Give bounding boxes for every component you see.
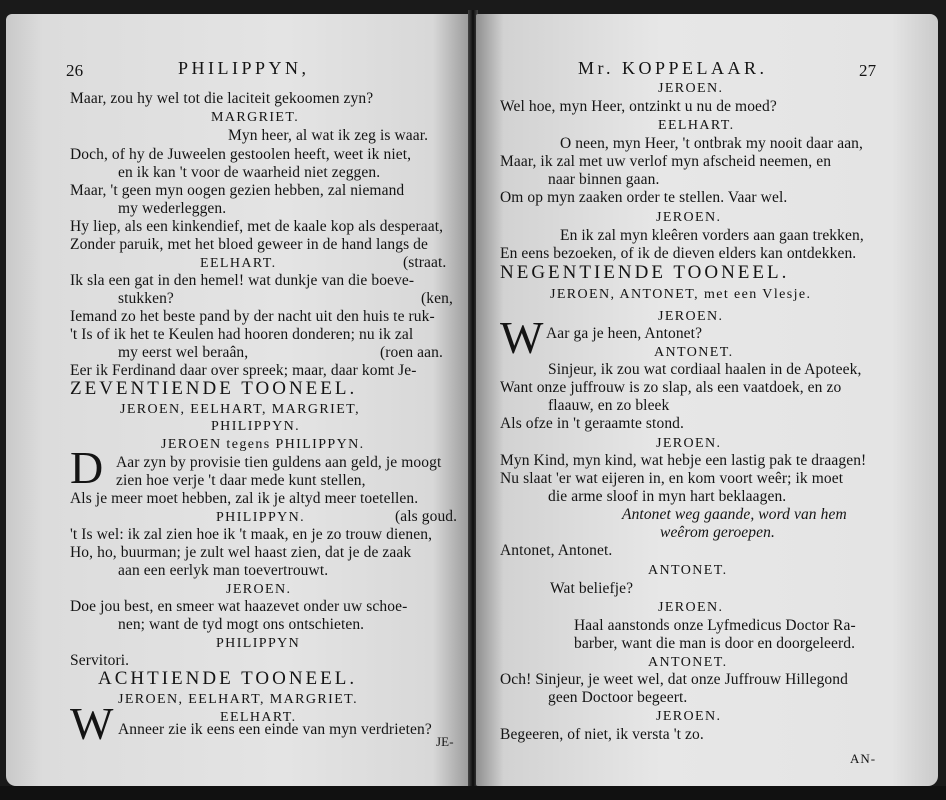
text-line: (ken, [421,290,453,307]
text-line: Als je meer moet hebben, zal ik je altyd meer toetellen. [70,490,419,507]
scene-heading: ZEVENTIENDE TOONEEL. [70,378,358,399]
text-line: die arme sloof in myn hart beklaagen. [548,488,787,505]
right-page [476,14,938,786]
text-line: flaauw, en zo bleek [548,397,670,414]
catchword: AN- [850,751,877,766]
text-line: Zonder paruik, met het bloed geweer in de hand langs de [70,236,429,253]
text-line: nen; want de tyd mogt ons ontschieten. [118,616,365,633]
text-line: Hy liep, als een kinkendief, met de kaale kop als desperaat, [70,218,444,235]
text-line: (straat. [403,254,447,271]
text-line: Doch, of hy de Juweelen gestoolen heeft, weet ik niet, [70,146,412,163]
left-page-text [6,14,470,786]
text-line: 't Is wel: ik zal zien hoe ik 't maak, en je zo trouw dienen, [70,526,433,543]
text-line: Want onze juffrouw is zo slap, als een vaatdoek, en zo [500,379,842,396]
speaker-name: PHILIPPYN [216,636,301,651]
text-line: O neen, myn Heer, 't ontbrak my nooit daar aan, [560,135,863,152]
text-line: aan een eerlyk man toevertrouwt. [118,562,329,579]
text-line: en ik kan 't voor de waarheid niet zeggen. [118,164,381,181]
right-page-text [476,14,938,786]
text-line: (roen aan. [380,344,443,361]
text-line: Aar zyn by provisie tien guldens aan geld, je moogt [116,454,442,471]
text-line: Sinjeur, ik zou wat cordiaal haalen in de Apoteek, [548,361,862,378]
text-line: Begeeren, of niet, ik versta 't zo. [500,726,704,743]
text-line: geen Doctoor begeert. [548,689,688,706]
text-line: naar binnen gaan. [548,171,660,188]
speaker-name: JEROEN. [226,582,292,597]
speaker-name: JEROEN. [658,600,724,615]
speaker-name: ANTONET. [648,655,728,670]
text-line: Servitori. [70,652,130,669]
text-line: zien hoe verje 't daar mede kunt stellen, [116,472,366,489]
speaker-name: PHILIPPYN. [216,510,306,525]
speaker-name: ANTONET. [654,345,734,360]
text-line: En ik zal myn kleêren vorders aan gaan trekken, [560,227,864,244]
text-line: Anneer zie ik eens een einde van myn verdrieten? [118,721,432,738]
scene-heading: ACHTIENDE TOONEEL. [98,668,358,689]
running-head: PHILIPPYN, [178,58,310,78]
speaker-name: EELHART. [200,256,277,271]
speaker-name: JEROEN. [658,81,724,96]
text-line: Ho, ho, buurman; je zult wel haast zien, dat je de zaak [70,544,412,561]
text-line: Nu slaat 'er wat eijeren in, en kom voort weêr; ik moet [500,470,844,487]
text-line: (als goud. [395,508,458,525]
cast-list: JEROEN, EELHART, MARGRIET, [120,402,360,417]
text-line: Om op myn zaaken order te stellen. Vaar wel. [500,189,788,206]
text-line: Myn Kind, myn kind, wat hebje een lastig pak te draagen! [500,452,867,469]
speaker-name: EELHART. [658,118,735,133]
text-line: Als ofze in 't geraamte stond. [500,415,684,432]
drop-cap: D [70,442,104,493]
running-head: Mr. KOPPELAAR. [578,58,768,78]
speaker-name: JEROEN. [658,309,724,324]
text-line: Myn heer, al wat ik zeg is waar. [228,127,429,144]
speaker-name: JEROEN. [656,210,722,225]
page-number: 27 [859,61,877,80]
text-line: Antonet, Antonet. [500,542,613,559]
text-line: my eerst wel beraân, [118,344,249,361]
speaker-name: MARGRIET. [211,110,300,125]
text-line: Eer ik Ferdinand daar over spreek; maar, daar komt Je- [70,362,417,379]
text-line: Maar, ik zal met uw verlof myn afscheid neemen, en [500,153,832,170]
speaker-direction: JEROEN tegens PHILIPPYN. [161,437,365,452]
text-line: Iemand zo het beste pand by der nacht uit den huis te ruk- [70,308,435,325]
speaker-name: ANTONET. [648,563,728,578]
text-line: Maar, 't geen myn oogen gezien hebben, zal niemand [70,182,405,199]
speaker-name: JEROEN. [656,436,722,451]
drop-cap: W [500,312,544,363]
text-line: Ik sla een gat in den hemel! wat dunkje van die boeve- [70,272,415,289]
scene-heading: NEGENTIENDE TOONEEL. [500,262,790,283]
cast-list: JEROEN, EELHART, MARGRIET. [118,692,358,707]
text-line: 't Is of ik het te Keulen had hooren donderen; nu ik zal [70,326,414,343]
text-line: my wederleggen. [118,200,227,217]
text-line: Wat beliefje? [550,580,634,597]
text-line: stukken? [118,290,174,307]
speaker-name: EELHART. [220,710,297,725]
text-line: En eens bezoeken, of ik de dieven elders kan ontdekken. [500,245,857,262]
text-line: Haal aanstonds onze Lyfmedicus Doctor Ra- [574,617,856,634]
left-page [6,14,470,786]
page-number: 26 [66,61,84,80]
catchword: JE- [436,734,454,749]
text-line: Maar, zou hy wel tot die laciteit gekoomen zyn? [70,90,374,107]
drop-cap: W [70,698,114,749]
text-line: Aar ga je heen, Antonet? [546,325,703,342]
cast-list: PHILIPPYN. [211,419,301,434]
text-line: Och! Sinjeur, je weet wel, dat onze Juffrouw Hillegond [500,671,848,688]
text-line: barber, want die man is door en doorgeleerd. [574,635,856,652]
text-line: Wel hoe, myn Heer, ontzinkt u nu de moed? [500,98,777,115]
stage-direction: Antonet weg gaande, word van hem [622,506,847,523]
book-edge-shadow [0,786,946,800]
cast-list: JEROEN, ANTONET, met een Vlesje. [550,287,812,302]
stage-direction: weêrom geroepen. [660,524,775,541]
speaker-name: JEROEN. [656,709,722,724]
text-line: Doe jou best, en smeer wat haazevet onder uw schoe- [70,598,408,615]
